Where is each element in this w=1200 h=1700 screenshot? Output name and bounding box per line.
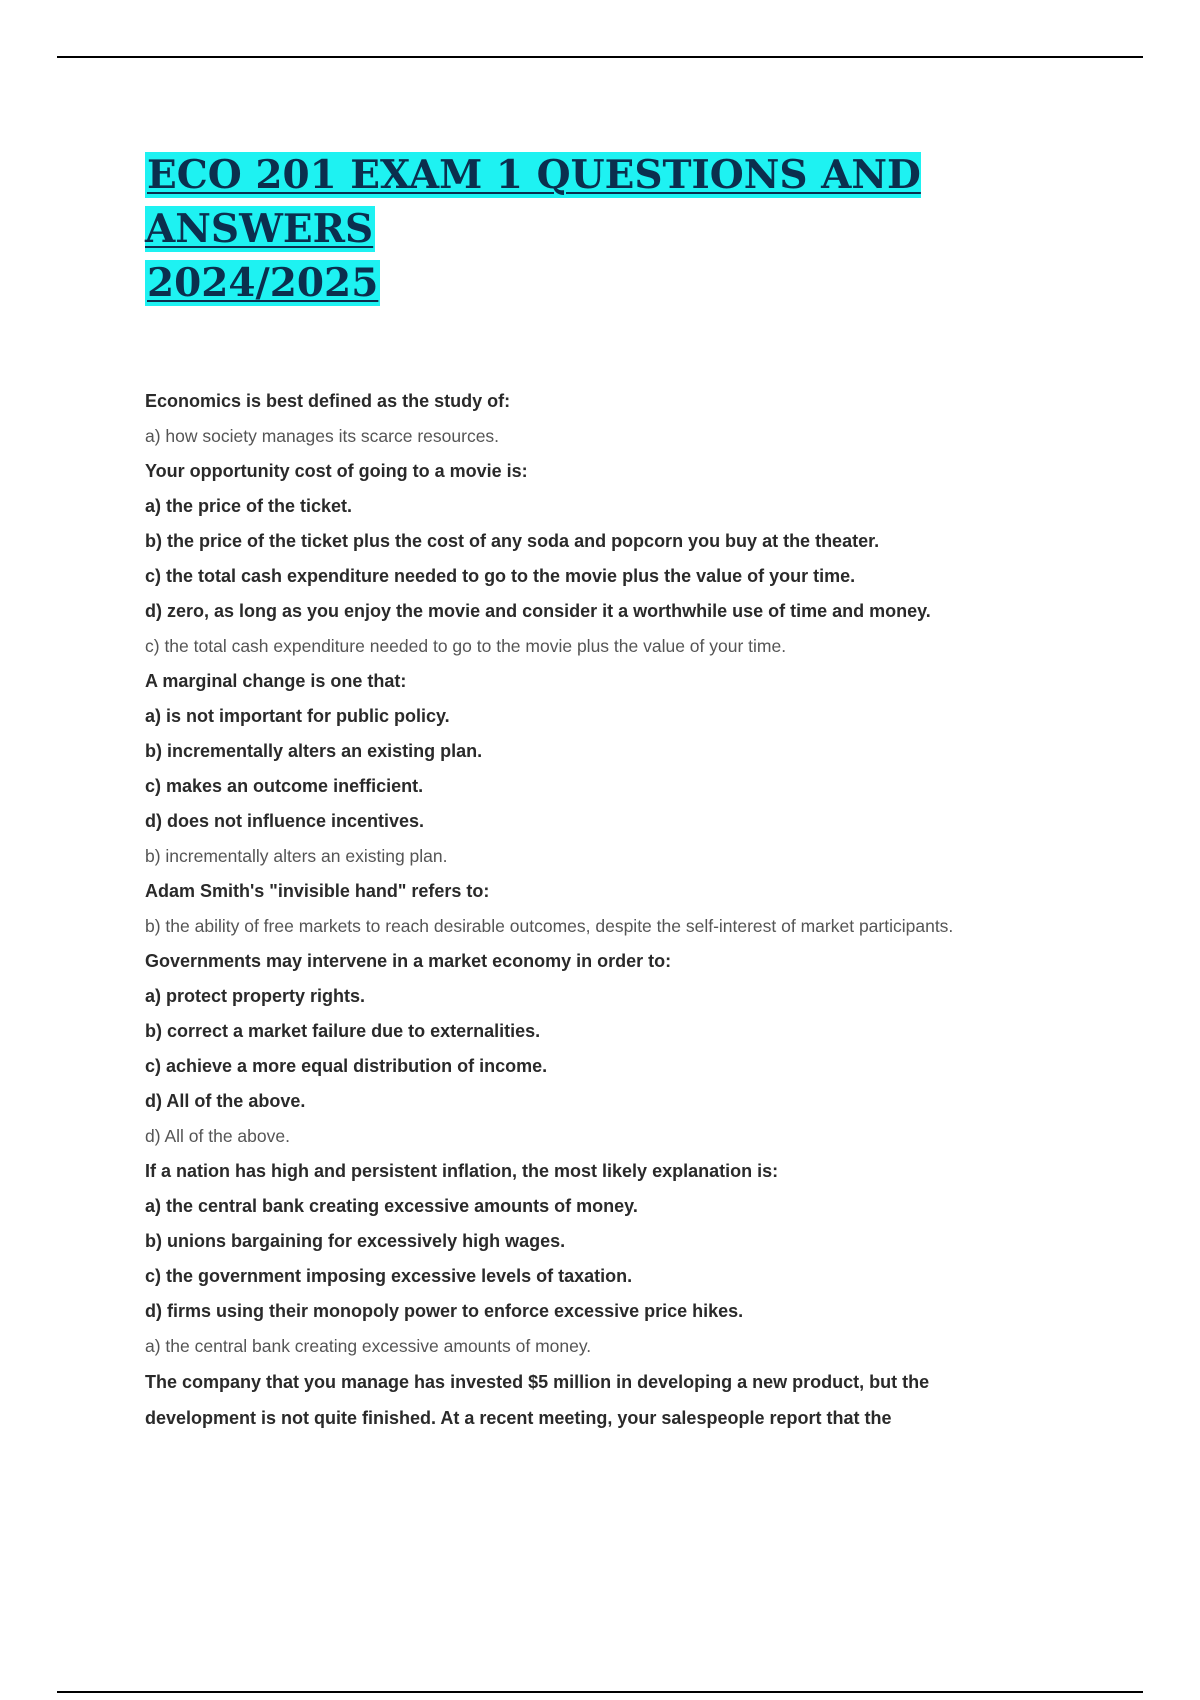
question-list <box>145 384 1145 1436</box>
answer-option: d) does not influence incentives. <box>145 811 425 831</box>
answer-option: c) the government imposing excessive levels of taxation. <box>145 1266 633 1286</box>
question-text: Economics is best defined as the study of: <box>145 391 511 411</box>
answer-key: d) All of the above. <box>145 1126 290 1146</box>
answer-key: a) how society manages its scarce resources. <box>145 426 500 446</box>
question-text: Your opportunity cost of going to a movie is: <box>145 461 528 481</box>
bottom-rule <box>57 1691 1143 1693</box>
answer-option: a) the central bank creating excessive amounts of money. <box>145 1196 638 1216</box>
answer-option: c) the total cash expenditure needed to go to the movie plus the value of your time. <box>145 566 856 586</box>
question-text: The company that you manage has invested $5 million in developing a new product, but the <box>145 1372 930 1392</box>
answer-option: b) correct a market failure due to externalities. <box>145 1021 541 1041</box>
answer-option: c) achieve a more equal distribution of income. <box>145 1056 548 1076</box>
answer-option: b) the price of the ticket plus the cost of any soda and popcorn you buy at the theater. <box>145 531 880 551</box>
answer-key: b) incrementally alters an existing plan. <box>145 846 448 866</box>
answer-option: c) makes an outcome inefficient. <box>145 776 424 796</box>
question-text: development is not quite finished. At a recent meeting, your salespeople report that the <box>145 1408 892 1428</box>
answer-option: a) protect property rights. <box>145 986 366 1006</box>
answer-key: c) the total cash expenditure needed to go to the movie plus the value of your time. <box>145 636 787 656</box>
answer-option: d) All of the above. <box>145 1091 306 1111</box>
question-text: Adam Smith's "invisible hand" refers to: <box>145 881 490 901</box>
answer-key: b) the ability of free markets to reach desirable outcomes, despite the self-interest of market participants. <box>145 916 954 936</box>
title-line-2: 2024/2025 <box>147 260 379 306</box>
answer-option: a) is not important for public policy. <box>145 706 450 726</box>
answer-option: a) the price of the ticket. <box>145 496 353 516</box>
answer-option: b) unions bargaining for excessively high wages. <box>145 1231 566 1251</box>
question-text: Governments may intervene in a market economy in order to: <box>145 951 672 971</box>
answer-key: a) the central bank creating excessive amounts of money. <box>145 1336 592 1356</box>
question-text: If a nation has high and persistent inflation, the most likely explanation is: <box>145 1161 779 1181</box>
top-rule <box>57 56 1143 58</box>
question-text: A marginal change is one that: <box>145 671 407 691</box>
page-title <box>145 148 1105 310</box>
answer-option: d) zero, as long as you enjoy the movie and consider it a worthwhile use of time and money. <box>145 601 931 621</box>
title-line-1: ECO 201 EXAM 1 QUESTIONS AND ANSWERS <box>145 152 921 252</box>
answer-option: d) firms using their monopoly power to enforce excessive price hikes. <box>145 1301 744 1321</box>
answer-option: b) incrementally alters an existing plan. <box>145 741 483 761</box>
